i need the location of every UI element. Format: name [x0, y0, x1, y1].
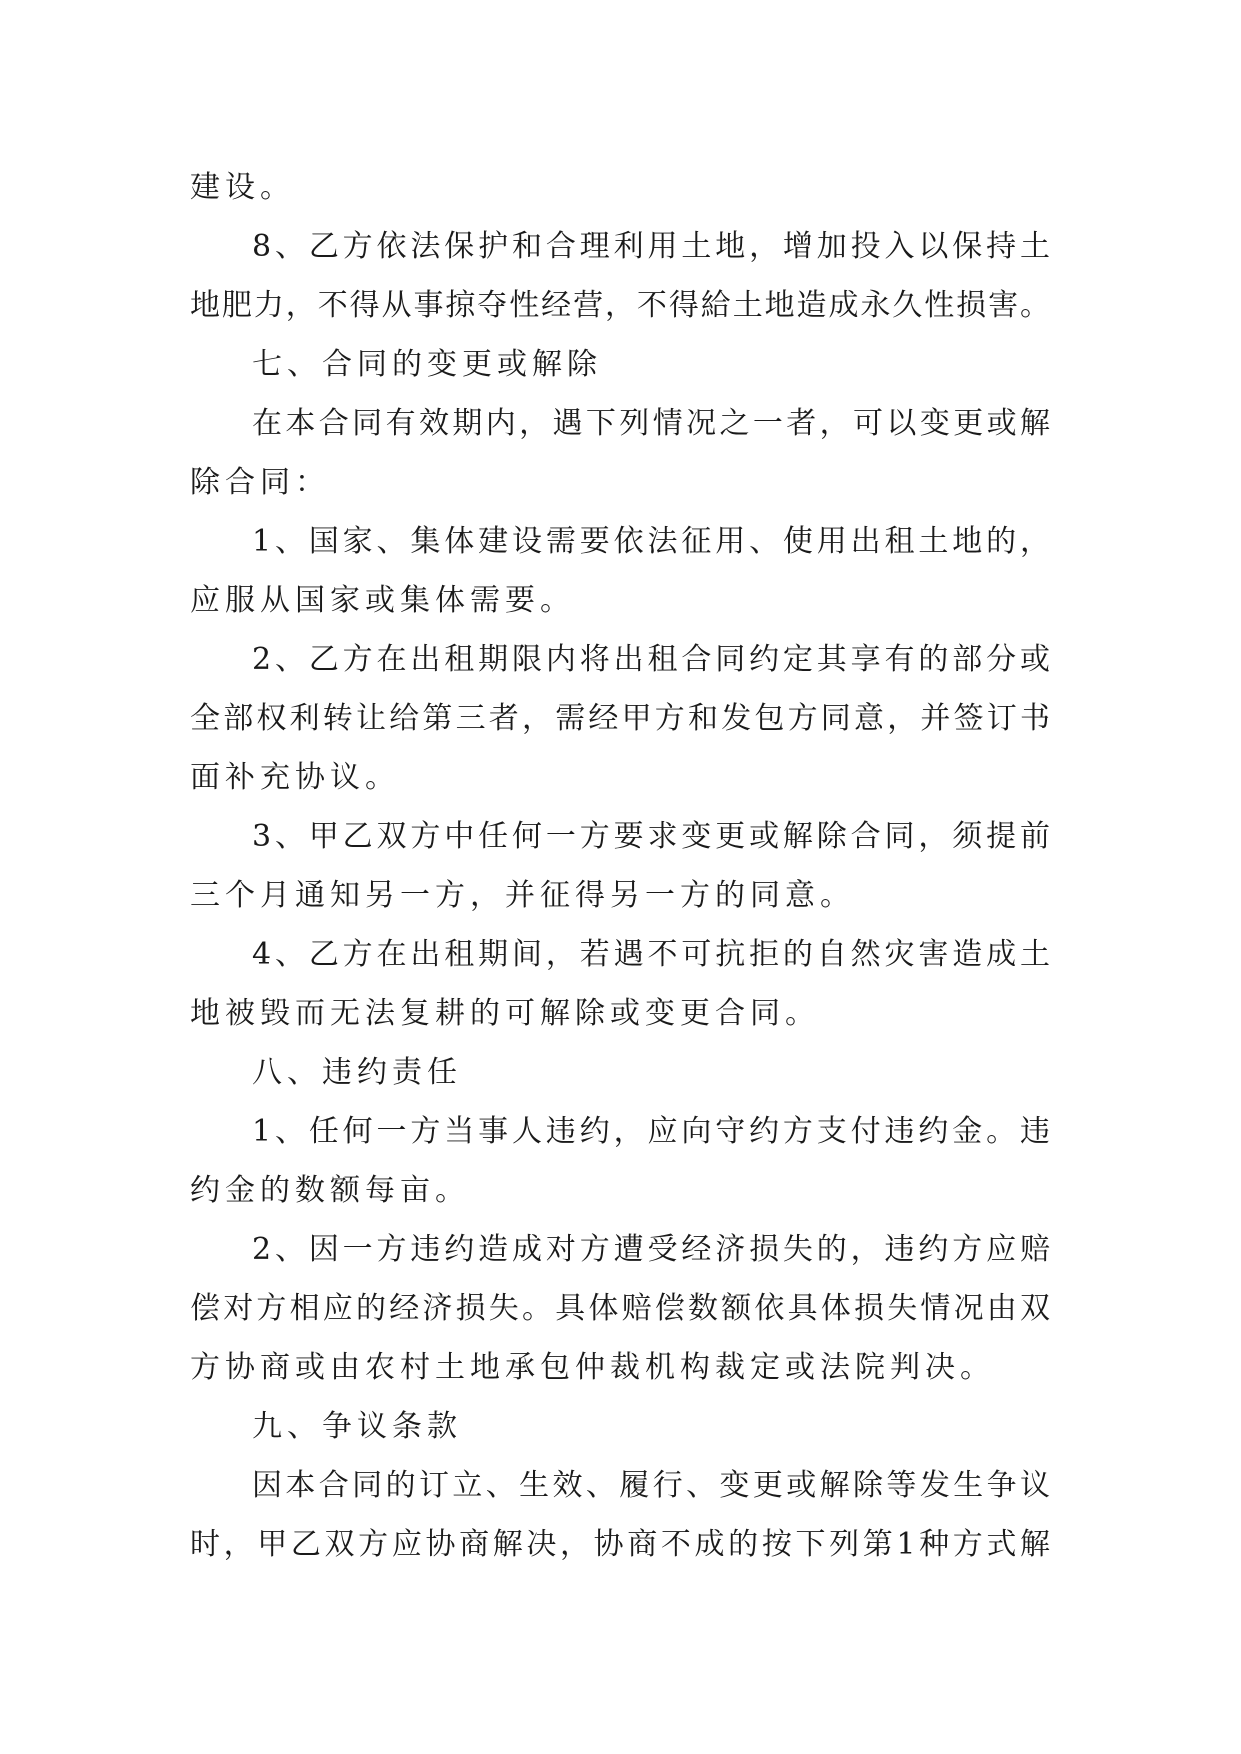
paragraph-first-line: 2、因一方违约造成对方遭受经济损失的，违约方应赔 — [252, 1232, 1050, 1267]
text-line: 应服从国家或集体需要。 — [190, 583, 575, 618]
text-line: 方协商或由农村土地承包仲裁机构裁定或法院判决。 — [190, 1350, 995, 1385]
text-line: 建设。 — [190, 170, 295, 205]
document-body — [190, 158, 1050, 1574]
section-heading: 八、违约责任 — [252, 1055, 462, 1090]
section-heading: 七、合同的变更或解除 — [252, 347, 602, 382]
paragraph-first-line: 3、甲乙双方中任何一方要求变更或解除合同，须提前 — [252, 819, 1050, 854]
paragraph-first-line: 2、乙方在出租期限内将出租合同约定其享有的部分或 — [252, 642, 1050, 677]
paragraph-first-line: 4、乙方在出租期间，若遇不可抗拒的自然灾害造成土 — [252, 937, 1050, 972]
text-line: 约金的数额每亩。 — [190, 1173, 470, 1208]
paragraph-first-line: 8、乙方依法保护和合理利用土地，增加投入以保持土 — [252, 229, 1050, 264]
section-heading: 九、争议条款 — [252, 1409, 462, 1444]
text-line: 除合同： — [190, 465, 330, 500]
paragraph-first-line: 1、国家、集体建设需要依法征用、使用出租土地的， — [252, 524, 1050, 559]
text-line: 时，甲乙双方应协商解决，协商不成的按下列第1种方式解 — [190, 1527, 1050, 1562]
paragraph-first-line: 1、任何一方当事人违约，应向守约方支付违约金。违 — [252, 1114, 1050, 1149]
text-line: 地肥力，不得从事掠夺性经营，不得給土地造成永久性损害。 — [190, 288, 1050, 323]
text-line: 偿对方相应的经济损失。具体赔偿数额依具体损失情况由双 — [190, 1291, 1050, 1326]
paragraph-first-line: 因本合同的订立、生效、履行、变更或解除等发生争议 — [252, 1468, 1050, 1503]
text-line: 三个月通知另一方，并征得另一方的同意。 — [190, 878, 855, 913]
paragraph-first-line: 在本合同有效期内，遇下列情况之一者，可以变更或解 — [252, 406, 1050, 441]
text-line: 全部权利转让给第三者，需经甲方和发包方同意，并签订书 — [190, 701, 1050, 736]
text-line: 面补充协议。 — [190, 760, 400, 795]
text-line: 地被毁而无法复耕的可解除或变更合同。 — [190, 996, 820, 1031]
